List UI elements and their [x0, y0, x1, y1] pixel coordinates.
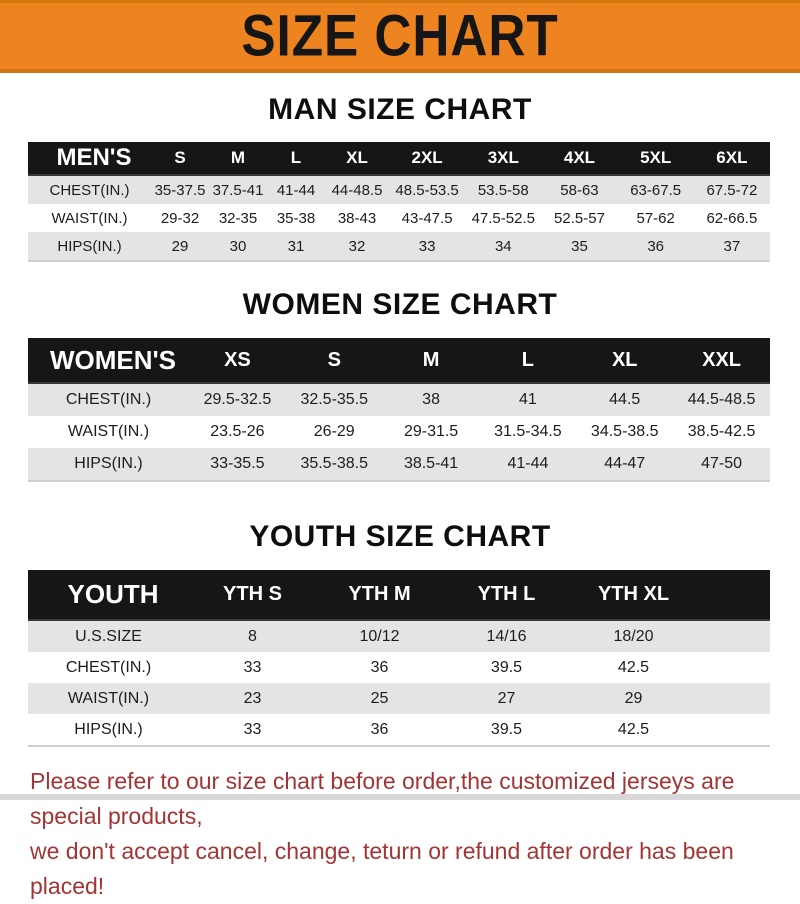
youth-cell-2-1: 25: [316, 683, 443, 714]
men-size-table: [28, 142, 770, 262]
men-cell-0-0: 35-37.5: [151, 175, 209, 204]
youth-cell-0-2: 14/16: [443, 620, 570, 652]
youth-cell-0-3: 18/20: [570, 620, 697, 652]
women-cell-2-3: 41-44: [479, 448, 576, 481]
men-size-header-4: 2XL: [389, 142, 465, 175]
men-size-section: [0, 93, 800, 262]
women-size-header-0: XS: [189, 338, 286, 383]
men-cell-1-7: 57-62: [618, 204, 694, 232]
youth-row-label-0: U.S.SIZE: [28, 620, 189, 652]
men-size-header-8: 6XL: [694, 142, 770, 175]
men-size-header-0: S: [151, 142, 209, 175]
youth-cell-2-3: 29: [570, 683, 697, 714]
men-size-header-6: 4XL: [541, 142, 617, 175]
men-cell-1-1: 32-35: [209, 204, 267, 232]
men-size-header-3: XL: [325, 142, 389, 175]
women-row-label-1: WAIST(IN.): [28, 416, 189, 448]
youth-cell-2-0: 23: [189, 683, 316, 714]
women-cell-1-3: 31.5-34.5: [479, 416, 576, 448]
men-cell-1-8: 62-66.5: [694, 204, 770, 232]
women-cell-1-1: 26-29: [286, 416, 383, 448]
women-size-header-2: M: [383, 338, 480, 383]
men-cell-1-2: 35-38: [267, 204, 325, 232]
youth-row-spacer: [697, 714, 770, 746]
youth-row-label-2: WAIST(IN.): [28, 683, 189, 714]
size-chart-banner: [0, 0, 800, 73]
youth-row-spacer: [697, 620, 770, 652]
youth-size-section: [0, 520, 800, 747]
women-size-header-5: XXL: [673, 338, 770, 383]
men-cell-1-6: 52.5-57: [541, 204, 617, 232]
women-cell-2-2: 38.5-41: [383, 448, 480, 481]
youth-section-title: YOUTH SIZE CHART: [249, 520, 551, 553]
disclaimer-line-1: Please refer to our size chart before order,the customized jerseys are special products,: [30, 768, 735, 829]
men-cell-0-4: 48.5-53.5: [389, 175, 465, 204]
men-cell-0-3: 44-48.5: [325, 175, 389, 204]
men-corner-label: MEN'S: [28, 142, 151, 175]
men-cell-2-5: 34: [465, 232, 541, 261]
men-table-row-2: [28, 232, 770, 261]
youth-row-label-1: CHEST(IN.): [28, 652, 189, 683]
men-cell-1-5: 47.5-52.5: [465, 204, 541, 232]
men-section-title: MAN SIZE CHART: [268, 93, 532, 126]
men-row-label-0: CHEST(IN.): [28, 175, 151, 204]
men-cell-0-1: 37.5-41: [209, 175, 267, 204]
men-cell-2-0: 29: [151, 232, 209, 261]
youth-row-label-3: HIPS(IN.): [28, 714, 189, 746]
youth-size-header-3: YTH XL: [570, 570, 697, 620]
men-cell-1-3: 38-43: [325, 204, 389, 232]
women-cell-0-5: 44.5-48.5: [673, 383, 770, 416]
bottom-divider: [0, 794, 800, 800]
youth-corner-label: YOUTH: [28, 570, 189, 620]
men-cell-2-3: 32: [325, 232, 389, 261]
men-cell-0-8: 67.5-72: [694, 175, 770, 204]
men-cell-2-8: 37: [694, 232, 770, 261]
women-section-title: WOMEN SIZE CHART: [242, 288, 558, 321]
women-cell-0-4: 44.5: [576, 383, 673, 416]
men-row-label-2: HIPS(IN.): [28, 232, 151, 261]
women-cell-0-3: 41: [479, 383, 576, 416]
men-cell-1-0: 29-32: [151, 204, 209, 232]
women-size-section: [0, 288, 800, 482]
women-size-table: [28, 338, 770, 482]
youth-table-row-2: [28, 683, 770, 714]
women-size-header-3: L: [479, 338, 576, 383]
women-table-row-0: [28, 383, 770, 416]
women-corner-label: WOMEN'S: [28, 338, 189, 383]
women-cell-1-5: 38.5-42.5: [673, 416, 770, 448]
men-cell-1-4: 43-47.5: [389, 204, 465, 232]
men-cell-2-4: 33: [389, 232, 465, 261]
men-header-row: [28, 142, 770, 175]
men-cell-0-2: 41-44: [267, 175, 325, 204]
women-cell-0-2: 38: [383, 383, 480, 416]
youth-size-table: [28, 570, 770, 747]
men-cell-2-6: 35: [541, 232, 617, 261]
men-cell-2-7: 36: [618, 232, 694, 261]
women-table-row-2: [28, 448, 770, 481]
youth-row-spacer: [697, 652, 770, 683]
youth-table-row-3: [28, 714, 770, 746]
men-cell-2-2: 31: [267, 232, 325, 261]
women-size-header-4: XL: [576, 338, 673, 383]
page-title: SIZE CHART: [241, 3, 559, 69]
men-size-header-1: M: [209, 142, 267, 175]
men-cell-0-7: 63-67.5: [618, 175, 694, 204]
youth-cell-3-3: 42.5: [570, 714, 697, 746]
youth-cell-0-0: 8: [189, 620, 316, 652]
men-size-header-2: L: [267, 142, 325, 175]
order-disclaimer: [30, 764, 800, 904]
youth-cell-3-0: 33: [189, 714, 316, 746]
youth-cell-3-2: 39.5: [443, 714, 570, 746]
youth-cell-1-2: 39.5: [443, 652, 570, 683]
youth-cell-1-1: 36: [316, 652, 443, 683]
youth-header-spacer: [697, 570, 770, 620]
women-cell-2-4: 44-47: [576, 448, 673, 481]
disclaimer-line-2: we don't accept cancel, change, teturn or refund after order has been placed!: [30, 838, 734, 899]
men-cell-0-6: 58-63: [541, 175, 617, 204]
youth-size-header-1: YTH M: [316, 570, 443, 620]
women-cell-0-1: 32.5-35.5: [286, 383, 383, 416]
women-table-row-1: [28, 416, 770, 448]
youth-header-row: [28, 570, 770, 620]
men-cell-0-5: 53.5-58: [465, 175, 541, 204]
youth-table-row-0: [28, 620, 770, 652]
youth-cell-2-2: 27: [443, 683, 570, 714]
women-cell-2-1: 35.5-38.5: [286, 448, 383, 481]
women-cell-2-0: 33-35.5: [189, 448, 286, 481]
women-header-row: [28, 338, 770, 383]
women-cell-1-2: 29-31.5: [383, 416, 480, 448]
youth-cell-1-3: 42.5: [570, 652, 697, 683]
men-table-row-0: [28, 175, 770, 204]
men-size-header-5: 3XL: [465, 142, 541, 175]
men-size-header-7: 5XL: [618, 142, 694, 175]
youth-size-header-0: YTH S: [189, 570, 316, 620]
youth-size-header-2: YTH L: [443, 570, 570, 620]
youth-cell-1-0: 33: [189, 652, 316, 683]
women-row-label-2: HIPS(IN.): [28, 448, 189, 481]
men-cell-2-1: 30: [209, 232, 267, 261]
women-size-header-1: S: [286, 338, 383, 383]
women-cell-1-4: 34.5-38.5: [576, 416, 673, 448]
women-cell-1-0: 23.5-26: [189, 416, 286, 448]
youth-cell-3-1: 36: [316, 714, 443, 746]
youth-cell-0-1: 10/12: [316, 620, 443, 652]
women-cell-0-0: 29.5-32.5: [189, 383, 286, 416]
women-cell-2-5: 47-50: [673, 448, 770, 481]
youth-row-spacer: [697, 683, 770, 714]
women-row-label-0: CHEST(IN.): [28, 383, 189, 416]
men-table-row-1: [28, 204, 770, 232]
men-row-label-1: WAIST(IN.): [28, 204, 151, 232]
youth-table-row-1: [28, 652, 770, 683]
